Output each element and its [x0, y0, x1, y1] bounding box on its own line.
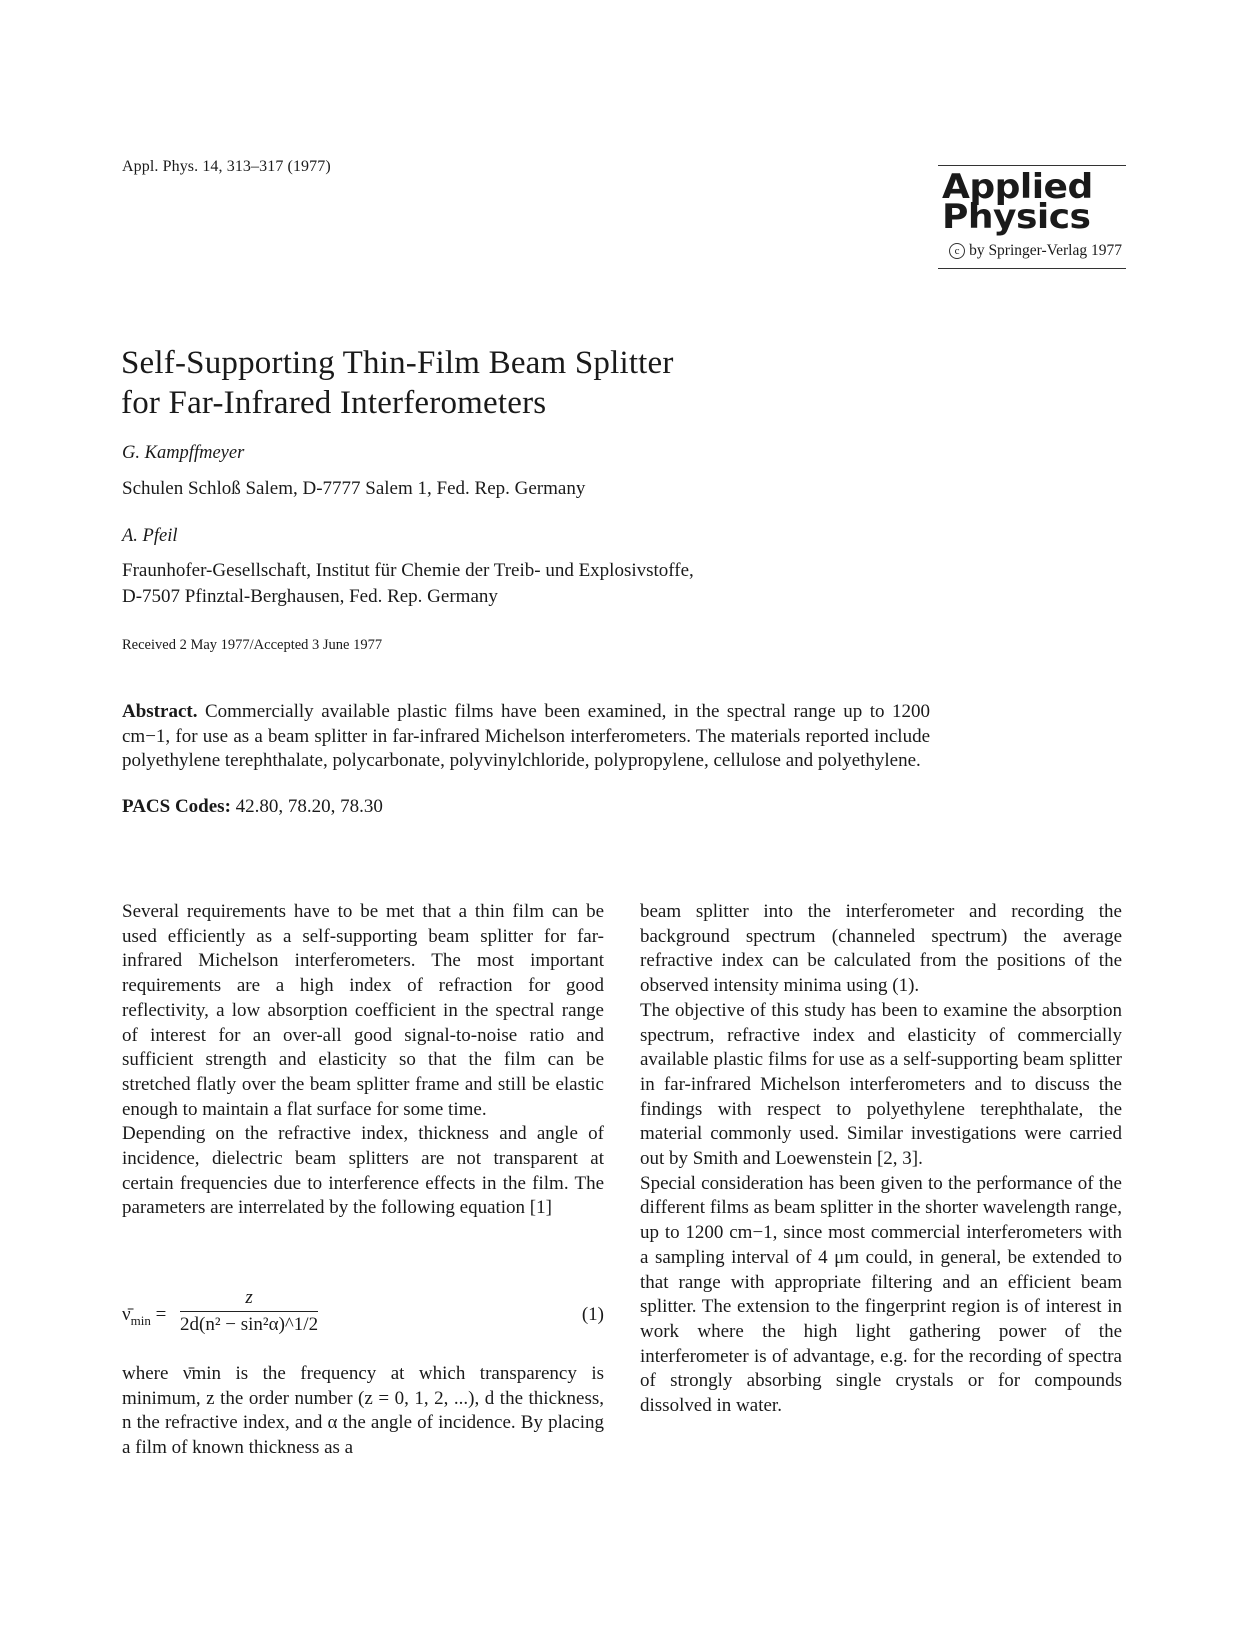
journal-logo-line1: Applied — [942, 167, 1093, 207]
body-column-left — [122, 900, 604, 1221]
abstract-label: Abstract. — [122, 701, 198, 722]
journal-logo-block — [938, 165, 1126, 269]
author-name: G. Kampffmeyer — [122, 443, 245, 463]
copyright-notice — [938, 236, 1126, 268]
equation-subscript: min — [130, 1312, 151, 1328]
equation-numerator: z — [245, 1287, 253, 1308]
pacs-label: PACS Codes: — [122, 796, 231, 817]
title-line-1: Self-Supporting Thin-Film Beam Splitter — [121, 345, 674, 381]
author-name: A. Pfeil — [122, 526, 178, 546]
author-affiliation — [122, 558, 694, 610]
pacs-values: 42.80, 78.20, 78.30 — [235, 796, 383, 817]
paragraph: Several requirements have to be met that a thin film can be used efficiently as a self-supporting beam splitter for far-infrared Michelson interferometers. The most important requirements are a high index of refraction for good reflectivity, a low absorption coefficient in the spectral range of interest for an over-all good signal-to-noise ratio and sufficient strength and elasticity so that the film can be stretched flatly over the beam splitter frame and still be elastic enough to maintain a flat surface for some time. — [122, 901, 604, 1120]
paragraph: Special consideration has been given to the performance of the different films as beam splitter in the shorter wavelength range, up to 1200 cm−1, since most commercial interferometers with a sampling interval of 4 μm could, in general, be extended to that range with appropriate filtering and an efficient beam splitter. The extension to the fingerprint region is of interest in work where the high light gathering power of the interferometer is of advantage, e.g. for the recording of spectra of strongly absorbing single crystals or for compounds dissolved in water. — [640, 1172, 1122, 1417]
equation-symbol: ν̄ — [122, 1304, 131, 1325]
body-column-left-continued — [122, 1362, 604, 1461]
author-affiliation: Schulen Schloß Salem, D-7777 Salem 1, Fed. Rep. Germany — [122, 478, 586, 499]
equation-1 — [122, 1287, 604, 1341]
equation-number: (1) — [581, 1304, 604, 1325]
copyright-icon: c — [949, 243, 965, 259]
equation-lhs: $\nū_{min}$ = — [122, 1304, 167, 1328]
received-dates: Received 2 May 1977/Accepted 3 June 1977 — [122, 637, 383, 653]
paragraph: where ν̄min is the frequency at which transparency is minimum, z the order number (z = 0, 1, 2, ...), d the thickness, n the refractive index, and α the angle of incidence. By placing a film of known thickness as a — [122, 1363, 604, 1459]
abstract-text: Commercially available plastic films have been examined, in the spectral range up to 1200 cm−1, for use as a beam splitter in far-infrared Michelson interferometers. The materials reported include polyethylene terephthalate, polycarbonate, polyvinylchloride, polypropylene, cellulose and polyethylene. — [122, 701, 931, 771]
paragraph: The objective of this study has been to examine the absorption spectrum, refractive index and elasticity of commercially available plastic films for use as a self-supporting beam splitter in far-infrared Michelson interferometers and to discuss the findings with respect to polyethylene terephthalate, the material commonly used. Similar investigations were carried out by Smith and Loewenstein [2, 3]. — [640, 999, 1122, 1170]
bottom-rule — [938, 268, 1126, 269]
equation-fraction — [180, 1287, 318, 1336]
top-rule — [938, 165, 1126, 166]
journal-logo — [942, 167, 1137, 237]
article-title — [121, 343, 674, 423]
journal-logo-line2: Physics — [942, 197, 1091, 237]
paragraph: Depending on the refractive index, thickness and angle of incidence, dielectric beam splitters are not transparent at certain frequencies due to interference effects in the film. The parameters are interrelated by the following equation [1] — [122, 1123, 604, 1219]
paragraph: beam splitter into the interferometer and recording the background spectrum (channeled spectrum) the average refractive index can be calculated from the positions of the observed intensity minima using (1). — [640, 901, 1122, 997]
body-column-right — [640, 900, 1122, 1419]
journal-citation: Appl. Phys. 14, 313–317 (1977) — [122, 158, 331, 175]
equation-denominator: 2d(n² − sin²α)^1/2 — [180, 1311, 318, 1336]
pacs-codes — [122, 796, 383, 818]
copyright-text: by Springer-Verlag 1977 — [969, 242, 1122, 259]
title-line-2: for Far-Infrared Interferometers — [121, 385, 547, 421]
affiliation-line-1: Fraunhofer-Gesellschaft, Institut für Chemie der Treib- und Explosivstoffe, — [122, 560, 694, 581]
abstract — [122, 700, 930, 774]
affiliation-line-2: D-7507 Pfinztal-Berghausen, Fed. Rep. Germany — [122, 586, 498, 607]
